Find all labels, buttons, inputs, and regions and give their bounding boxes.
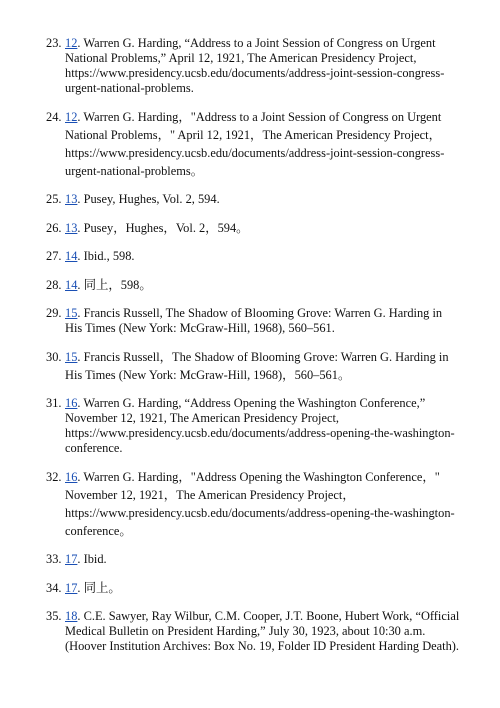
note-number: 28. [46, 278, 62, 292]
note-text: . C.E. Sawyer, Ray Wilbur, C.M. Cooper, J.T. Boone, Hubert Work, “Official Medical Bulletin on President Harding,” July 30, 1923, about 10:30 a.m. (Hoover Institution Archives: Box No. 19, Folder ID President Harding Death). [65, 609, 460, 653]
note-body [65, 249, 135, 263]
note-number: 34. [46, 581, 62, 595]
note-body [65, 581, 121, 595]
note-ref-link[interactable]: 12 [65, 110, 78, 124]
note-number: 23. [46, 36, 62, 50]
note-ref-link[interactable]: 17 [65, 581, 78, 595]
note-ref-link[interactable]: 16 [65, 396, 78, 410]
note-ref-link[interactable]: 18 [65, 609, 78, 623]
endnote-30 [46, 348, 462, 384]
note-number: 26. [46, 221, 62, 235]
note-number: 29. [46, 306, 62, 320]
note-text: . Ibid., 598. [77, 249, 135, 263]
note-ref-link[interactable]: 17 [65, 552, 78, 566]
note-body [65, 609, 459, 653]
endnote-23 [46, 36, 462, 96]
note-ref-link[interactable]: 13 [65, 221, 78, 235]
endnote-33 [46, 552, 462, 567]
note-ref-link[interactable]: 15 [65, 306, 78, 320]
note-text: . Warren G. Harding，"Address to a Joint Session of Congress on Urgent National Problems，" April 12, 1921，The American Presidency Project，https://www.presidency.ucsb.edu/documents/address-joint-session-congress-urgent-national-problems。 [65, 110, 445, 178]
endnote-24 [46, 108, 462, 180]
note-ref-link[interactable]: 14 [65, 278, 78, 292]
note-number: 27. [46, 249, 62, 263]
note-body [65, 552, 107, 566]
note-number: 32. [46, 470, 62, 484]
note-body [65, 192, 220, 206]
note-body [65, 278, 152, 292]
endnote-28 [46, 276, 462, 294]
note-body [65, 396, 455, 455]
note-ref-link[interactable]: 16 [65, 470, 78, 484]
note-ref-link[interactable]: 12 [65, 36, 78, 50]
note-body [65, 110, 444, 178]
endnote-29 [46, 306, 462, 336]
note-body [65, 221, 249, 235]
note-text: . Francis Russell，The Shadow of Blooming Grove: Warren G. Harding in His Times (New York: McGraw-Hill, 1968)，560–561。 [65, 350, 449, 382]
note-ref-link[interactable]: 15 [65, 350, 78, 364]
note-number: 33. [46, 552, 62, 566]
endnote-32 [46, 468, 462, 540]
note-text: . 同上，598。 [77, 278, 152, 292]
note-body [65, 306, 442, 335]
note-body [65, 470, 455, 538]
note-number: 30. [46, 350, 62, 364]
note-text: . Francis Russell, The Shadow of Blooming Grove: Warren G. Harding in His Times (New York: McGraw-Hill, 1968), 560–561. [65, 306, 443, 335]
endnote-31 [46, 396, 462, 456]
note-number: 31. [46, 396, 62, 410]
endnote-34 [46, 579, 462, 597]
note-text: . 同上。 [77, 581, 121, 595]
note-number: 35. [46, 609, 62, 623]
note-text: . Pusey，Hughes，Vol. 2，594。 [77, 221, 249, 235]
note-body [65, 36, 444, 95]
note-text: . Ibid. [77, 552, 107, 566]
endnote-27 [46, 249, 462, 264]
note-ref-link[interactable]: 13 [65, 192, 78, 206]
note-text: . Pusey, Hughes, Vol. 2, 594. [77, 192, 220, 206]
note-number: 24. [46, 110, 62, 124]
endnote-26 [46, 219, 462, 237]
endnote-25 [46, 192, 462, 207]
note-text: . Warren G. Harding, “Address to a Joint Session of Congress on Urgent National Problems,” April 12, 1921, The American Presidency Project, https://www.presidency.ucsb.edu/documents/address-joint-session-congress-urgent-national-problems. [65, 36, 445, 95]
endnote-35 [46, 609, 462, 654]
note-text: . Warren G. Harding, “Address Opening the Washington Conference,” November 12, 1921, The American Presidency Project, https://www.presidency.ucsb.edu/documents/address-opening-the-washington-conference. [65, 396, 455, 455]
note-text: . Warren G. Harding，"Address Opening the Washington Conference，" November 12, 1921，The American Presidency Project，https://www.presidency.ucsb.edu/documents/address-opening-the-washington-conference。 [65, 470, 455, 538]
note-ref-link[interactable]: 14 [65, 249, 78, 263]
note-number: 25. [46, 192, 62, 206]
endnotes-list [46, 36, 462, 666]
note-body [65, 350, 449, 382]
